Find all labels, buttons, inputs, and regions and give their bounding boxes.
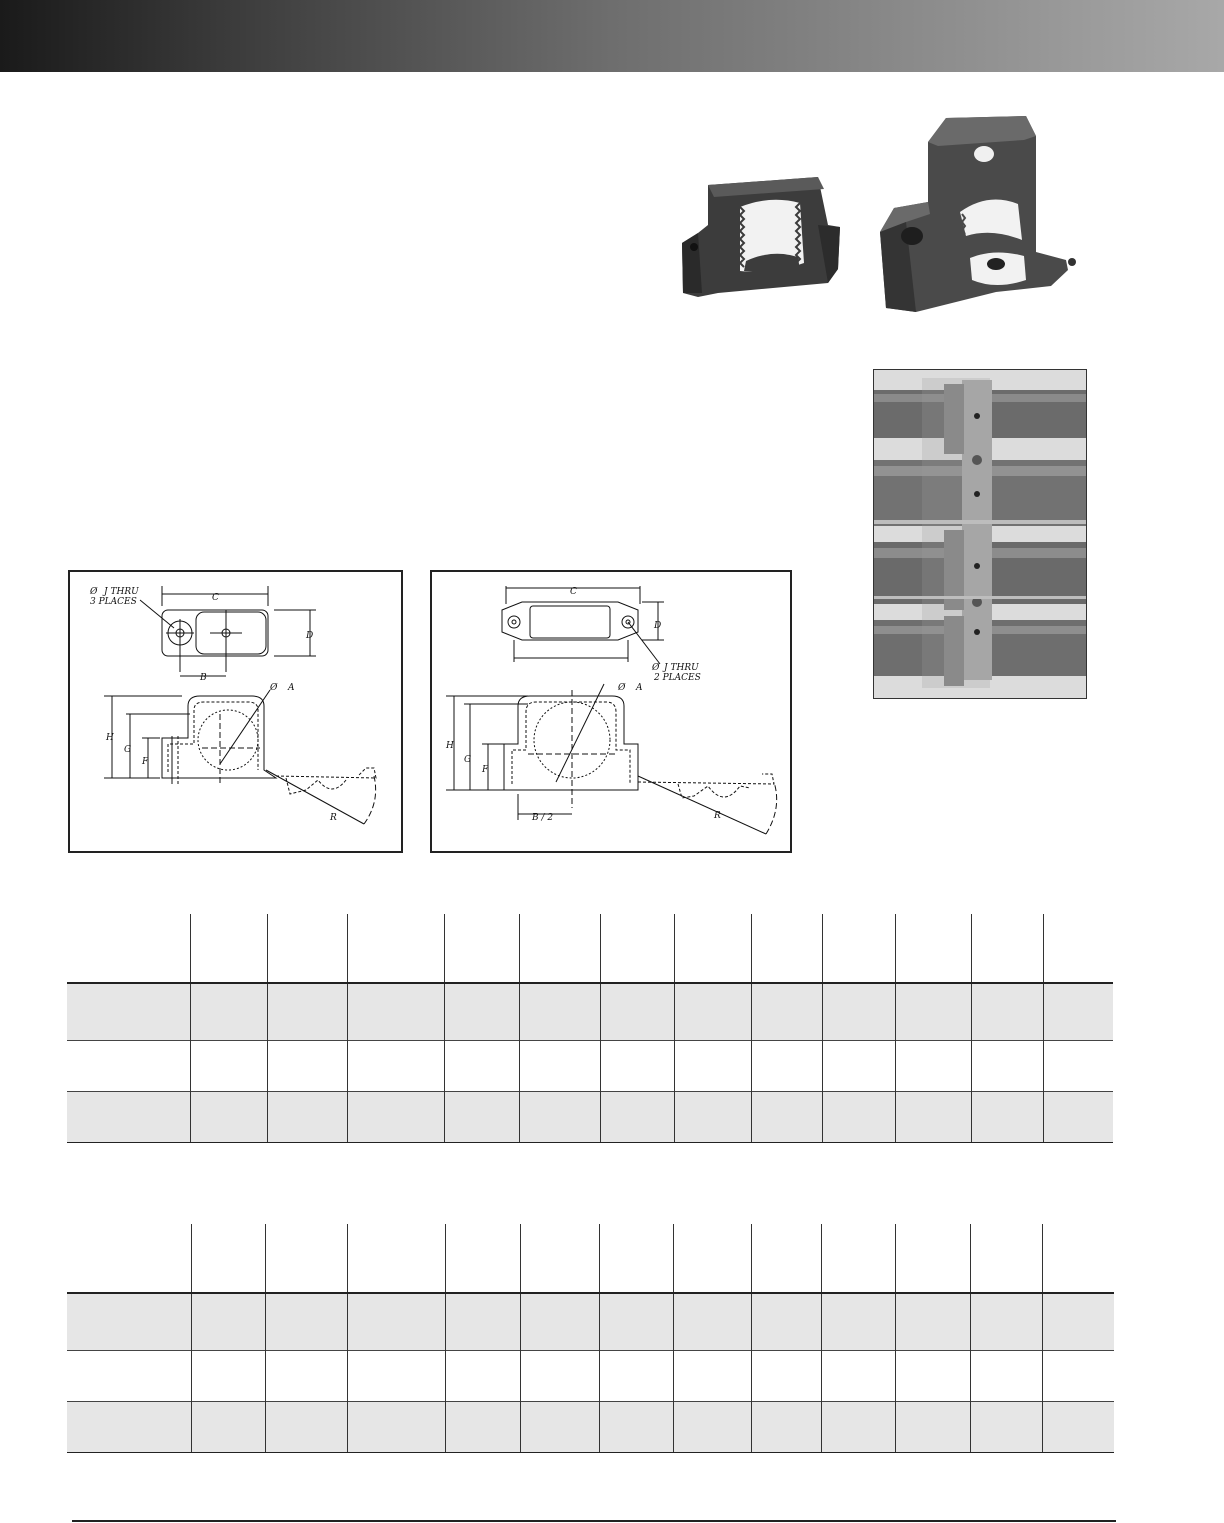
header-band <box>0 0 1224 72</box>
phi-symbol-a-right: Ø <box>618 683 626 693</box>
dim-c-right: C <box>570 587 577 597</box>
dim-r-left: R <box>330 813 337 823</box>
j-places-label-left: 3 PLACES <box>90 597 137 607</box>
footer-rule <box>72 1520 1116 1522</box>
j-thru-label-right: J THRU <box>664 663 699 673</box>
dim-g-right: G <box>464 755 472 765</box>
j-thru-label-left: J THRU <box>104 587 139 597</box>
dim-a-left: A <box>288 683 295 693</box>
dim-c-left: C <box>212 593 219 603</box>
table-header-row <box>67 914 1113 983</box>
table-header-row <box>67 1224 1114 1293</box>
table-row <box>67 1351 1114 1402</box>
table-row <box>67 1402 1114 1453</box>
dim-f-right: F <box>482 765 489 775</box>
dim-b-half-right: B / 2 <box>532 813 554 823</box>
table-row <box>67 1041 1113 1092</box>
phi-symbol-a-left: Ø <box>270 683 278 693</box>
phi-symbol-right: Ø <box>652 663 660 673</box>
dim-h-right: H <box>446 741 454 751</box>
dim-a-right: A <box>636 683 643 693</box>
dim-f-left: F <box>142 757 149 767</box>
table-row <box>67 983 1113 1041</box>
dim-d-left: D <box>306 631 314 641</box>
dim-d-right: D <box>654 621 662 631</box>
spec-table-1 <box>67 914 1113 1143</box>
clamp-single-photo <box>678 165 853 307</box>
table-row <box>67 1092 1113 1143</box>
dim-b-left: B <box>200 673 207 683</box>
spec-table-2 <box>67 1224 1114 1453</box>
phi-symbol-left: Ø <box>90 587 98 597</box>
dim-h-left: H <box>106 733 114 743</box>
drawing-single-clamp <box>68 570 403 853</box>
j-places-label-right: 2 PLACES <box>654 673 701 683</box>
table-row <box>67 1293 1114 1351</box>
dim-g-left: G <box>124 745 132 755</box>
clamp-double-photo <box>876 112 1080 322</box>
drawing-double-clamp <box>430 570 792 853</box>
dim-r-right: R <box>714 811 721 821</box>
tube-assembly-photo <box>873 369 1087 699</box>
